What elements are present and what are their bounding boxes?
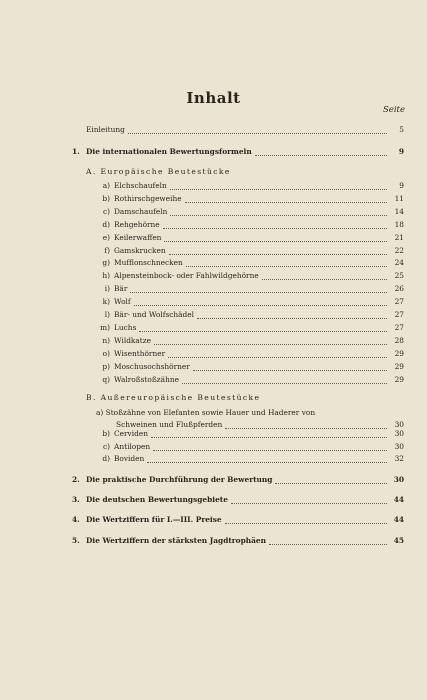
leader-dots: [185, 201, 387, 203]
section-number: 2.: [72, 475, 80, 484]
entry-letter: k): [102, 297, 110, 307]
leader-dots: [269, 543, 387, 545]
toc-entry: [0, 335, 427, 347]
entry-label: Einleitung: [86, 125, 125, 134]
toc-entry: [0, 232, 427, 244]
entry-page: 26: [394, 284, 404, 294]
group-b-heading: B. Außereuropäische Beutestücke: [86, 393, 261, 402]
entry-page: 11: [394, 193, 404, 203]
entry-page: 27: [394, 297, 404, 307]
entry-page: 5: [399, 125, 404, 134]
leader-dots: [164, 240, 387, 242]
section-number: 3.: [72, 495, 80, 504]
page-column-label: Seite: [382, 105, 405, 115]
entry-letter: h): [102, 271, 110, 281]
toc-entry: [0, 428, 427, 440]
entry-label: Antilopen: [114, 441, 151, 451]
entry-letter: o): [102, 348, 110, 358]
leader-dots: [151, 436, 387, 438]
toc-entry: [0, 193, 427, 205]
section-number: 4.: [72, 515, 80, 524]
entry-page: 9: [399, 181, 404, 190]
entry-label: Mufflonschnecken: [114, 258, 183, 268]
entry-page: 27: [394, 322, 404, 332]
entry-letter: a): [102, 181, 110, 190]
entry-letter: n): [102, 335, 110, 345]
leader-dots: [163, 227, 387, 229]
entry-letter: i): [104, 284, 110, 294]
entry-letter: l): [104, 310, 110, 319]
entry-label: Keilerwaffen: [114, 232, 162, 242]
entry-label: Wisenthörner: [114, 348, 166, 358]
entry-label: Bär: [114, 284, 128, 294]
leader-dots: [153, 449, 387, 451]
entry-page: 29: [394, 348, 404, 358]
toc-entry: [0, 374, 427, 386]
toc-section-1: [0, 146, 427, 158]
entry-page: 30: [394, 429, 404, 438]
leader-dots: [275, 482, 387, 484]
toc-entry: [0, 270, 427, 282]
entry-page: 29: [394, 361, 404, 371]
leader-dots: [134, 304, 387, 306]
leader-dots: [128, 132, 387, 134]
toc-entry: [0, 309, 427, 321]
entry-letter: m): [100, 322, 110, 332]
toc-entry-intro: [0, 124, 427, 136]
leader-dots: [170, 188, 387, 190]
toc-section-4: [0, 514, 427, 526]
toc-entry: [0, 348, 427, 360]
section-page: 44: [393, 515, 404, 524]
section-page: 30: [393, 475, 404, 484]
section-number: 1.: [72, 147, 80, 156]
section-page: 45: [393, 536, 404, 545]
toc-entry-b-a-line1: [0, 407, 427, 419]
entry-letter: b): [102, 429, 110, 438]
entry-label: Elchschaufeln: [114, 181, 167, 190]
entry-label: Gamskrucken: [114, 245, 166, 255]
leader-dots: [197, 317, 387, 319]
entry-label: Wildkatze: [114, 335, 152, 345]
toc-entry: [0, 453, 427, 465]
entry-letter: b): [102, 193, 110, 203]
leader-dots: [255, 154, 387, 156]
entry-page: 24: [394, 258, 404, 268]
entry-page: 18: [394, 219, 404, 229]
leader-dots: [130, 291, 387, 293]
toc-entry: [0, 322, 427, 334]
entry-letter: c): [102, 441, 110, 451]
entry-label: Boviden: [114, 454, 145, 463]
entry-letter: e): [102, 232, 110, 242]
entry-page: 30: [394, 420, 404, 429]
entry-letter: d): [102, 219, 110, 229]
entry-label: Rehgehörne: [114, 219, 160, 229]
entry-letter: f): [104, 245, 110, 255]
entry-letter: g): [102, 258, 110, 268]
section-page: 44: [393, 495, 404, 504]
leader-dots: [193, 369, 387, 371]
toc-section-2: [0, 474, 427, 486]
entry-label: Wolf: [114, 297, 131, 307]
entry-label: Alpensteinbock- oder Fahlwildgehörne: [114, 271, 259, 281]
section-page: 9: [398, 147, 404, 156]
entry-label: Damschaufeln: [114, 206, 168, 216]
entry-page: 14: [394, 206, 404, 216]
entry-label: Walroßstoßzähne: [114, 374, 179, 384]
leader-dots: [169, 253, 387, 255]
entry-page: 25: [394, 271, 404, 281]
page-title: Inhalt: [186, 89, 241, 107]
toc-entry: [0, 206, 427, 218]
toc-entry: [0, 180, 427, 192]
entry-page: 32: [394, 454, 404, 463]
leader-dots: [139, 330, 387, 332]
entry-label: Cerviden: [114, 429, 148, 438]
entry-page: 29: [394, 374, 404, 384]
leader-dots: [168, 356, 387, 358]
leader-dots: [147, 461, 387, 463]
entry-page: 21: [394, 232, 404, 242]
entry-label: Luchs: [114, 322, 137, 332]
leader-dots: [225, 522, 387, 524]
entry-label: Bär- und Wolfschädel: [114, 310, 195, 319]
entry-page: 22: [394, 245, 404, 255]
section-number: 5.: [72, 536, 80, 545]
entry-letter: d): [102, 454, 110, 463]
group-a-heading: A. Europäische Beutestücke: [86, 167, 231, 176]
entry-letter: q): [102, 374, 110, 384]
entry-page: 27: [394, 310, 404, 319]
entry-label: Moschusochshörner: [114, 361, 190, 371]
entry-page: 28: [394, 335, 404, 345]
entry-label: Schweinen und Flußpferden: [116, 420, 223, 429]
leader-dots: [170, 214, 387, 216]
leader-dots: [262, 278, 387, 280]
leader-dots: [186, 265, 387, 267]
toc-entry: [0, 257, 427, 269]
leader-dots: [154, 343, 387, 345]
toc-entry: [0, 245, 427, 257]
section-label: Die deutschen Bewertungsgebiete: [86, 495, 228, 504]
toc-entry: [0, 441, 427, 453]
entry-label: a) Stoßzähne von Elefanten sowie Hauer und Haderer von: [96, 408, 316, 417]
toc-section-5: [0, 535, 427, 547]
section-label: Die Wertziffern der stärksten Jagdtrophäen: [86, 536, 267, 545]
toc-section-3: [0, 494, 427, 506]
section-label: Die internationalen Bewertungsformeln: [86, 147, 252, 156]
entry-letter: p): [102, 361, 110, 371]
entry-label: Rothirschgeweihe: [114, 193, 182, 203]
toc-entry: [0, 283, 427, 295]
section-label: Die Wertziffern für I.—III. Preise: [86, 515, 222, 524]
leader-dots: [231, 502, 387, 504]
entry-letter: c): [102, 206, 110, 216]
section-label: Die praktische Durchführung der Bewertung: [86, 475, 273, 484]
entry-page: 30: [394, 441, 404, 451]
toc-entry: [0, 219, 427, 231]
toc-entry: [0, 296, 427, 308]
leader-dots: [182, 382, 387, 384]
toc-entry: [0, 361, 427, 373]
